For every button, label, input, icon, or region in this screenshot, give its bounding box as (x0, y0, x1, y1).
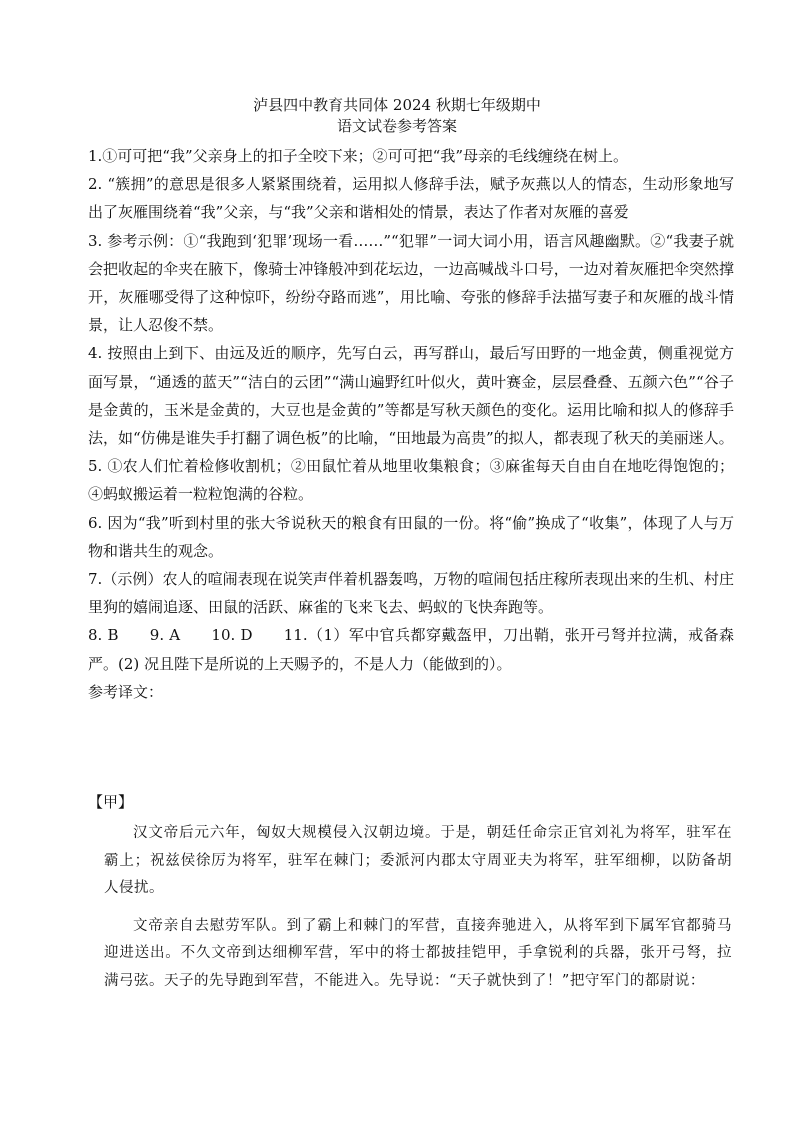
answer-item-7: 7.（示例）农人的喧闹表现在说笑声伴着机器轰鸣，万物的喧闹包括庄稼所表现出来的生机、村庄里狗的嬉闹追逐、田鼠的活跃、麻雀的飞来飞去、蚂蚁的飞快奔跑等。 (88, 570, 734, 617)
answer-item-6: 6. 因为“我”听到村里的张大爷说秋天的粮食有田鼠的一份。将“偷”换成了“收集”，体现了人与万物和谐共生的观念。 (88, 513, 734, 560)
translation-text (104, 820, 732, 1005)
answer-item-3: 3. 参考示例：①“我跑到‘犯罪’现场一看……”“犯罪”一词大词小用，语言风趣幽默。②“我妻子就会把收起的伞夹在腋下，像骑士冲锋般冲到花坛边，一边高喊战斗口号，一边对着灰雁把伞突然撑开，灰雁哪受得了这种惊吓，纷纷夺路而逃”，用比喻、夸张的修辞手法描写妻子和灰雁的战斗情景，让人忍俊不禁。 (88, 231, 734, 335)
answer-item-2: 2. “簇拥”的意思是很多人紧紧围绕着，运用拟人修辞手法，赋予灰燕以人的情态，生动形象地写出了灰雁围绕着“我”父亲，与“我”父亲和谐相处的情景，表达了作者对灰雁的喜爱 (88, 175, 734, 222)
answer-item-1: 1.①可可把“我”父亲身上的扣子全咬下来；②可可把“我”母亲的毛线缠绕在树上。 (88, 147, 628, 165)
translation-paragraph-1: 汉文帝后元六年，匈奴大规模侵入汉朝边境。于是，朝廷任命宗正官刘礼为将军，驻军在霸上；祝兹侯徐厉为将军，驻军在棘门；委派河内郡太守周亚夫为将军，驻军细柳，以防备胡人侵扰。 (104, 825, 732, 896)
section-label-jia: 【甲】 (88, 793, 134, 811)
answer-item-8-11: 8. B 9. A 10. D 11.（1）军中官兵都穿戴盔甲，刀出鞘，张开弓弩并拉满，戒备森严。(2) 况且陛下是所说的上天赐予的，不是人力（能做到的）。 (88, 626, 734, 673)
answer-list (88, 142, 734, 706)
answer-item-5: 5. ①农人们忙着检修收割机；②田鼠忙着从地里收集粮食；③麻雀每天自由自在地吃得饱饱的；④蚂蚁搬运着一粒粒饱满的谷粒。 (88, 457, 734, 504)
answer-item-4: 4. 按照由上到下、由远及近的顺序，先写白云，再写群山，最后写田野的一地金黄，侧重视觉方面写景，“通透的蓝天”“洁白的云团”“满山遍野红叶似火，黄叶赛金，层层叠叠、五颜六色”“谷子是金黄的，玉米是金黄的，大豆也是金黄的”等都是写秋天颜色的变化。运用比喻和拟人的修辞手法，如“仿佛是谁失手打翻了调色板”的比喻，“田地最为高贵”的拟人，都表现了秋天的美丽迷人。 (88, 344, 734, 448)
reference-translation-heading: 参考译文： (88, 682, 164, 701)
translation-paragraph-2: 文帝亲自去慰劳军队。到了霸上和棘门的军营，直接奔驰进入，从将军到下属军官都骑马迎进送出。不久文帝到达细柳军营，军中的将士都披挂铠甲，手拿锐利的兵器，张开弓弩，拉满弓弦。天子的先导跑到军营，不能进入。先导说：“天子就快到了！”把守军门的都尉说： (104, 917, 732, 989)
document-title-line2: 语文试卷参考答案 (336, 117, 457, 135)
document-title-line1: 泸县四中教育共同体 2024 秋期七年级期中 (253, 96, 541, 114)
